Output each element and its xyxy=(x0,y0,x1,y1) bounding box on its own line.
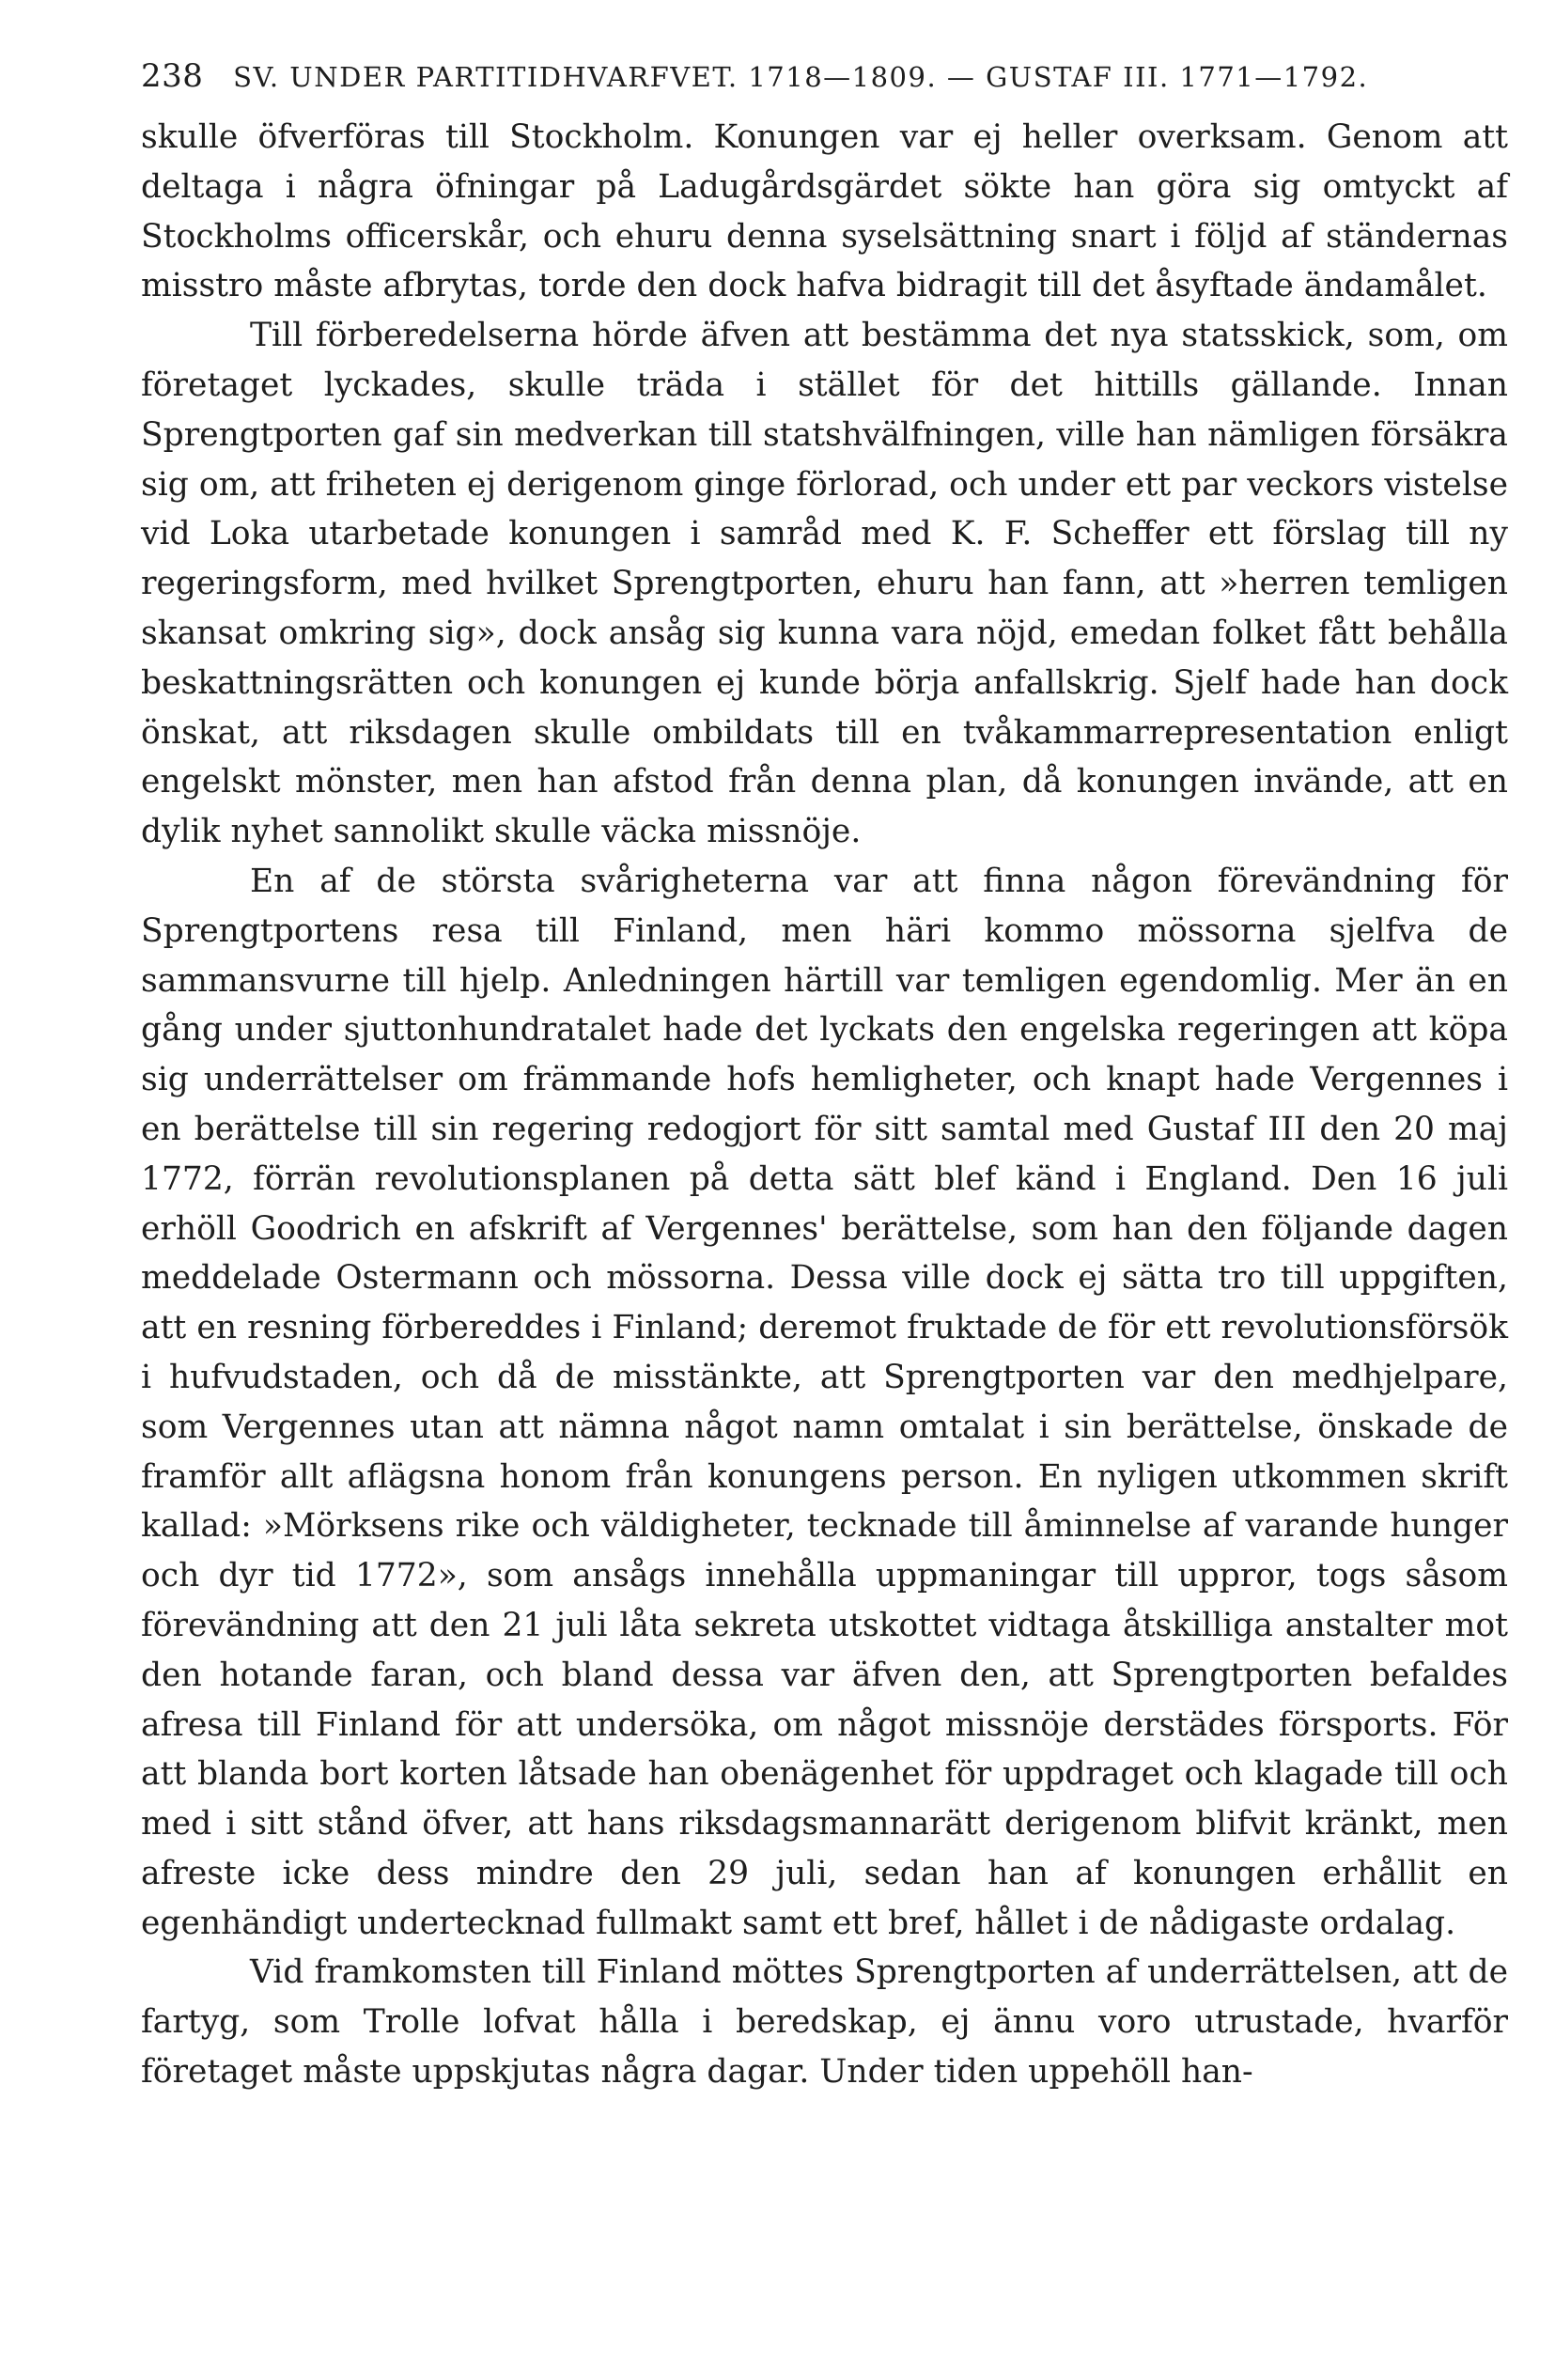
paragraph: En af de största svårigheterna var att finna någon förevändning för Sprengtportens resa till Finland, men häri kommo mössorna sjelfva de sammansvurne till hjelp. Anledningen härtill var temligen egendomlig. Mer än en gång under sjuttonhundratalet hade det lyckats den engelska regeringen att köpa sig underrättelser om främmande hofs hemligheter, och knapt hade Vergennes i en berättelse till sin regering redogjort för sitt samtal med Gustaf III den 20 maj 1772, förrän revolutionsplanen på detta sätt blef känd i England. Den 16 juli erhöll Goodrich en afskrift af Vergennes' berättelse, som han den följande dagen meddelade Ostermann och mössorna. Dessa ville dock ej sätta tro till uppgiften, att en resning förbereddes i Finland; deremot fruktade de för ett revolutionsförsök i hufvudstaden, och då de misstänkte, att Sprengtporten var den medhjelpare, som Vergennes utan att nämna något namn omtalat i sin berättelse, önskade de framför allt aflägsna honom från konungens person. En nyligen utkommen skrift kallad: »Mörksens rike och väldigheter, tecknade till åminnelse af varande hunger och dyr tid 1772», som ansågs innehålla uppmaningar till uppror, togs såsom förevändning att den 21 juli låta sekreta utskottet vidtaga åtskilliga anstalter mot den hotande faran, och bland dessa var äfven den, att Sprengtporten befaldes afresa till Finland för att undersöka, om något missnöje derstädes försports. För att blanda bort korten låtsade han obenägenhet för uppdraget och klagade till och med i sitt stånd öfver, att hans riksdagsmannarätt derigenom blifvit kränkt, men afreste icke dess mindre den 29 juli, sedan han af konungen erhållit en egenhändigt undertecknad fullmakt samt ett bref, hållet i de nådigaste ordalag. xyxy=(141,862,1508,1942)
book-page xyxy=(141,49,1508,2097)
paragraph: Till förberedelserna hörde äfven att bestämma det nya statsskick, som, om företaget lyckades, skulle träda i stället för det hittills gällande. Innan Sprengtporten gaf sin medverkan till statshvälfningen, ville han nämligen försäkra sig om, att friheten ej derigenom ginge förlorad, och under ett par veckors vistelse vid Loka utarbetade konungen i samråd med K. F. Scheffer ett förslag till ny regeringsform, med hvilket Sprengtporten, ehuru han fann, att »herren temligen skansat omkring sig», dock ansåg sig kunna vara nöjd, emedan folket fått behålla beskattningsrätten och konungen ej kunde börja anfallskrig. Sjelf hade han dock önskat, att riksdagen skulle ombildats till en tvåkammarrepresentation enligt engelskt mönster, men han afstod från denna plan, då konungen invände, att en dylik nyhet sannolikt skulle väcka missnöje. xyxy=(141,317,1508,851)
body-text xyxy=(141,113,1508,2097)
running-head xyxy=(141,49,1508,103)
page-number: 238 xyxy=(141,57,204,95)
running-head-title: SV. UNDER PARTITIDHVARFVET. 1718—1809. — GUSTAF III. 1771—1792. xyxy=(233,61,1369,93)
paragraph: Vid framkomsten till Finland möttes Sprengtporten af underrättelsen, att de fartyg, som Trolle lofvat hålla i beredskap, ej ännu voro utrustade, hvarför företaget måste uppskjutas några dagar. Under tiden uppehöll han- xyxy=(141,1953,1508,2092)
paragraph: skulle öfverföras till Stockholm. Konungen var ej heller overksam. Genom att deltaga i några öfningar på Ladugårdsgärdet sökte han göra sig omtyckt af Stockholms officerskår, och ehuru denna syselsättning snart i följd af ständernas misstro måste afbrytas, torde den dock hafva bidragit till det åsyftade ändamålet. xyxy=(141,118,1508,305)
